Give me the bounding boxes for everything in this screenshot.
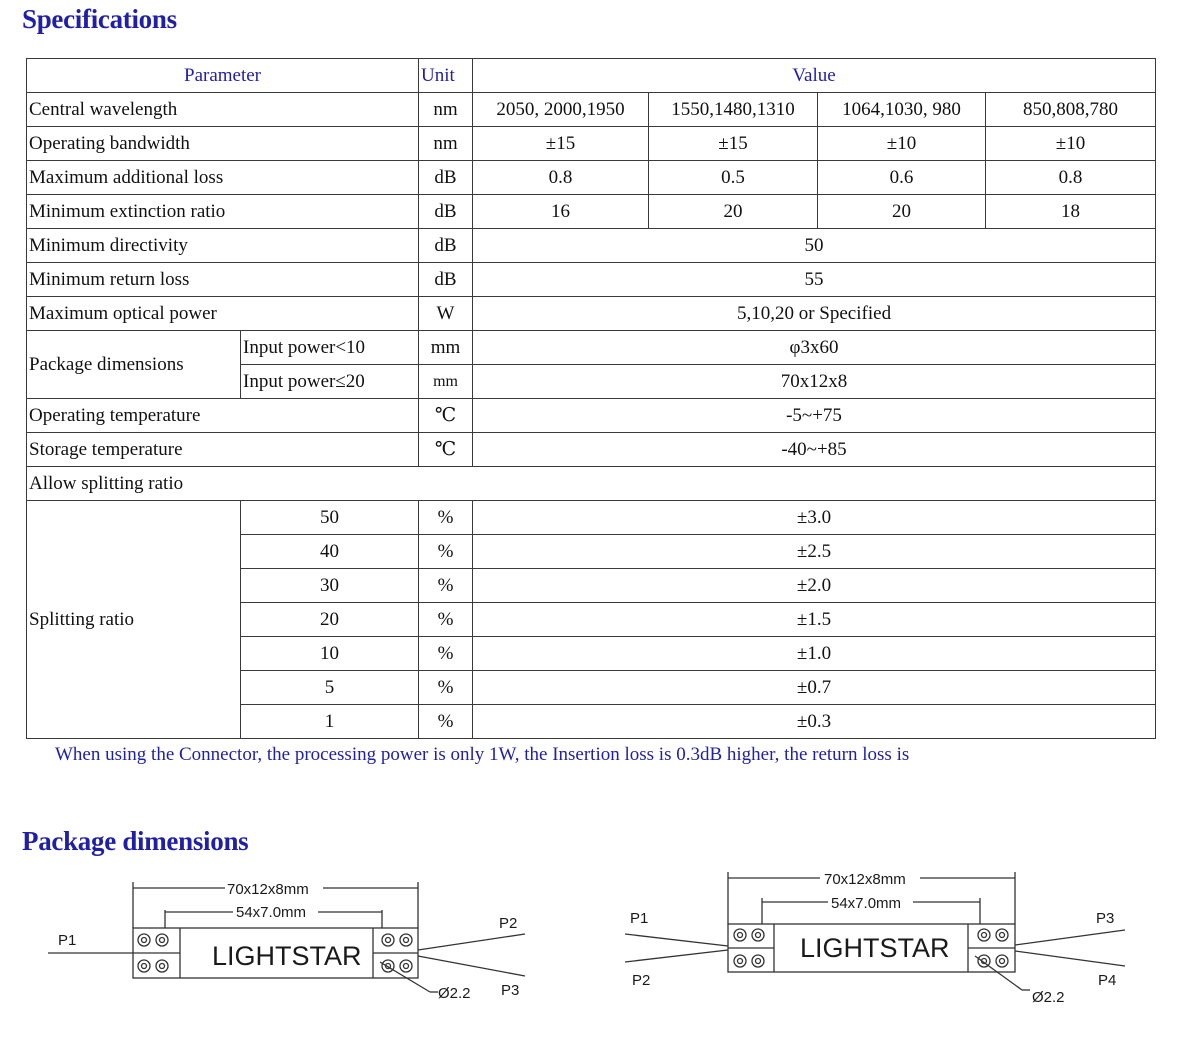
param-name: Central wavelength xyxy=(27,93,419,127)
param-value: ±1.5 xyxy=(473,603,1156,637)
param-value: ±10 xyxy=(986,127,1156,161)
split-ratio: 30 xyxy=(241,569,419,603)
port-p1: P1 xyxy=(58,932,77,949)
table-row xyxy=(27,399,1156,433)
port-p4: P4 xyxy=(1098,972,1117,989)
outer-dimension: 70x12x8mm xyxy=(824,871,906,888)
split-ratio: 20 xyxy=(241,603,419,637)
param-value: ±15 xyxy=(649,127,818,161)
param-value: 1064,1030, 980 xyxy=(818,93,986,127)
param-name: Storage temperature xyxy=(27,433,419,467)
param-unit: ℃ xyxy=(419,433,473,467)
param-value: 50 xyxy=(473,229,1156,263)
param-value: ±0.3 xyxy=(473,705,1156,739)
param-value: -40~+85 xyxy=(473,433,1156,467)
hole-diameter: Ø2.2 xyxy=(1032,989,1065,1006)
param-unit: % xyxy=(419,569,473,603)
hole-diameter: Ø2.2 xyxy=(438,985,471,1002)
param-value: 2050, 2000,1950 xyxy=(473,93,649,127)
table-row xyxy=(27,331,1156,365)
param-name: Maximum additional loss xyxy=(27,161,419,195)
package-drawing-2x2 xyxy=(620,860,1130,1015)
param-unit: % xyxy=(419,671,473,705)
param-unit: % xyxy=(419,637,473,671)
param-value: 18 xyxy=(986,195,1156,229)
param-value: 0.8 xyxy=(986,161,1156,195)
param-value: 0.5 xyxy=(649,161,818,195)
package-drawing-1x2 xyxy=(40,870,540,1020)
split-ratio: 10 xyxy=(241,637,419,671)
port-p1: P1 xyxy=(630,910,649,927)
package-dimensions-title: Package dimensions xyxy=(22,826,249,856)
port-p3: P3 xyxy=(501,982,520,999)
outer-dimension: 70x12x8mm xyxy=(227,881,309,898)
table-row xyxy=(27,127,1156,161)
param-unit: % xyxy=(419,705,473,739)
param-unit: W xyxy=(419,297,473,331)
header-value: Value xyxy=(473,59,1156,93)
param-value: ±10 xyxy=(818,127,986,161)
param-value: ±15 xyxy=(473,127,649,161)
param-unit: dB xyxy=(419,263,473,297)
table-row xyxy=(27,229,1156,263)
param-unit: dB xyxy=(419,229,473,263)
sub-param-name: Input power≤20 xyxy=(241,365,419,399)
param-value: 0.6 xyxy=(818,161,986,195)
param-name: Minimum directivity xyxy=(27,229,419,263)
splitting-ratio-label: Splitting ratio xyxy=(27,501,241,739)
inner-dimension: 54x7.0mm xyxy=(236,904,307,921)
param-name: Minimum extinction ratio xyxy=(27,195,419,229)
param-value: 20 xyxy=(649,195,818,229)
param-name: Maximum optical power xyxy=(27,297,419,331)
table-header-row xyxy=(27,59,1156,93)
param-unit: mm xyxy=(419,365,473,399)
allow-splitting-ratio: Allow splitting ratio xyxy=(27,467,1156,501)
param-unit: % xyxy=(419,501,473,535)
param-unit: % xyxy=(419,535,473,569)
split-ratio: 5 xyxy=(241,671,419,705)
split-ratio: 1 xyxy=(241,705,419,739)
param-name: Operating bandwidth xyxy=(27,127,419,161)
table-row xyxy=(27,501,1156,535)
param-value: ±0.7 xyxy=(473,671,1156,705)
param-value: 850,808,780 xyxy=(986,93,1156,127)
param-value: 20 xyxy=(818,195,986,229)
specifications-table xyxy=(26,58,1156,739)
table-row xyxy=(27,161,1156,195)
table-row xyxy=(27,263,1156,297)
param-unit: ℃ xyxy=(419,399,473,433)
specifications-title: Specifications xyxy=(22,4,177,34)
param-name: Package dimensions xyxy=(27,331,241,399)
param-value: ±2.0 xyxy=(473,569,1156,603)
param-value: 0.8 xyxy=(473,161,649,195)
param-unit: nm xyxy=(419,93,473,127)
table-row xyxy=(27,195,1156,229)
param-name: Minimum return loss xyxy=(27,263,419,297)
param-unit: % xyxy=(419,603,473,637)
param-value: 70x12x8 xyxy=(473,365,1156,399)
port-p2: P2 xyxy=(632,972,651,989)
table-row xyxy=(27,433,1156,467)
connector-note: When using the Connector, the processing power is only 1W, the Insertion loss is 0.3dB higher, the return loss is xyxy=(55,744,910,765)
split-ratio: 40 xyxy=(241,535,419,569)
brand-label: LIGHTSTAR xyxy=(212,941,362,971)
port-p3: P3 xyxy=(1096,910,1115,927)
inner-dimension: 54x7.0mm xyxy=(831,895,902,912)
param-value: φ3x60 xyxy=(473,331,1156,365)
header-unit: Unit xyxy=(419,59,473,93)
table-row xyxy=(27,467,1156,501)
param-unit: mm xyxy=(419,331,473,365)
param-value: ±3.0 xyxy=(473,501,1156,535)
param-name: Operating temperature xyxy=(27,399,419,433)
header-parameter: Parameter xyxy=(27,59,419,93)
split-ratio: 50 xyxy=(241,501,419,535)
table-row xyxy=(27,93,1156,127)
param-value: 1550,1480,1310 xyxy=(649,93,818,127)
table-row xyxy=(27,297,1156,331)
sub-param-name: Input power<10 xyxy=(241,331,419,365)
param-unit: dB xyxy=(419,161,473,195)
param-value: ±2.5 xyxy=(473,535,1156,569)
param-value: ±1.0 xyxy=(473,637,1156,671)
param-unit: dB xyxy=(419,195,473,229)
param-value: 55 xyxy=(473,263,1156,297)
port-p2: P2 xyxy=(499,915,518,932)
brand-label: LIGHTSTAR xyxy=(800,933,950,963)
param-value: 5,10,20 or Specified xyxy=(473,297,1156,331)
param-unit: nm xyxy=(419,127,473,161)
param-value: 16 xyxy=(473,195,649,229)
param-value: -5~+75 xyxy=(473,399,1156,433)
